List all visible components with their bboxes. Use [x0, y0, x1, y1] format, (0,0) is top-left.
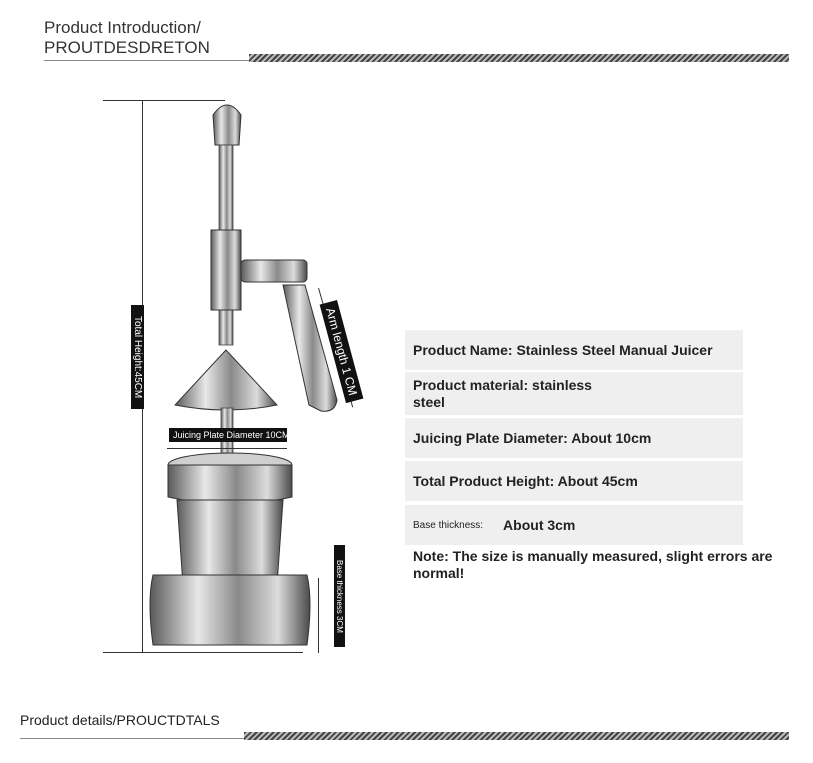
total-height-top-tick	[103, 100, 225, 101]
details-underline	[20, 738, 244, 739]
details-title: Product details/PROUCTDTALS	[20, 712, 220, 728]
spec-plate-diameter: Juicing Plate Diameter: About 10cm	[405, 418, 743, 458]
title-underline	[44, 60, 249, 61]
spec-base-thickness: Base thickness: About 3cm	[405, 505, 743, 545]
size-note: Note: The size is manually measured, slight errors are normal!	[413, 548, 773, 581]
spec-total-height: Total Product Height: About 45cm	[405, 461, 743, 501]
total-height-label: Total Height:45CM	[131, 305, 144, 409]
base-thickness-label: Base thickness 3CM	[334, 545, 345, 647]
base-thickness-line	[318, 578, 319, 653]
title-line-1: Product Introduction/	[44, 18, 201, 37]
plate-diameter-line	[167, 448, 287, 449]
total-height-bottom-tick	[103, 652, 303, 653]
section-title-details	[20, 710, 220, 730]
spec-product-name: Product Name: Stainless Steel Manual Juicer	[405, 330, 743, 370]
spec-product-material: Product material: stainless steel	[405, 372, 743, 415]
arm-length-label: Arm length 1 CM	[320, 300, 364, 403]
title-line-2: PROUTDESDRETON	[44, 38, 210, 57]
header-stripe	[249, 54, 789, 62]
section-title-introduction	[44, 18, 210, 58]
plate-diameter-label: Juicing Plate Diameter 10CM	[169, 428, 287, 442]
footer-stripe	[244, 732, 789, 740]
